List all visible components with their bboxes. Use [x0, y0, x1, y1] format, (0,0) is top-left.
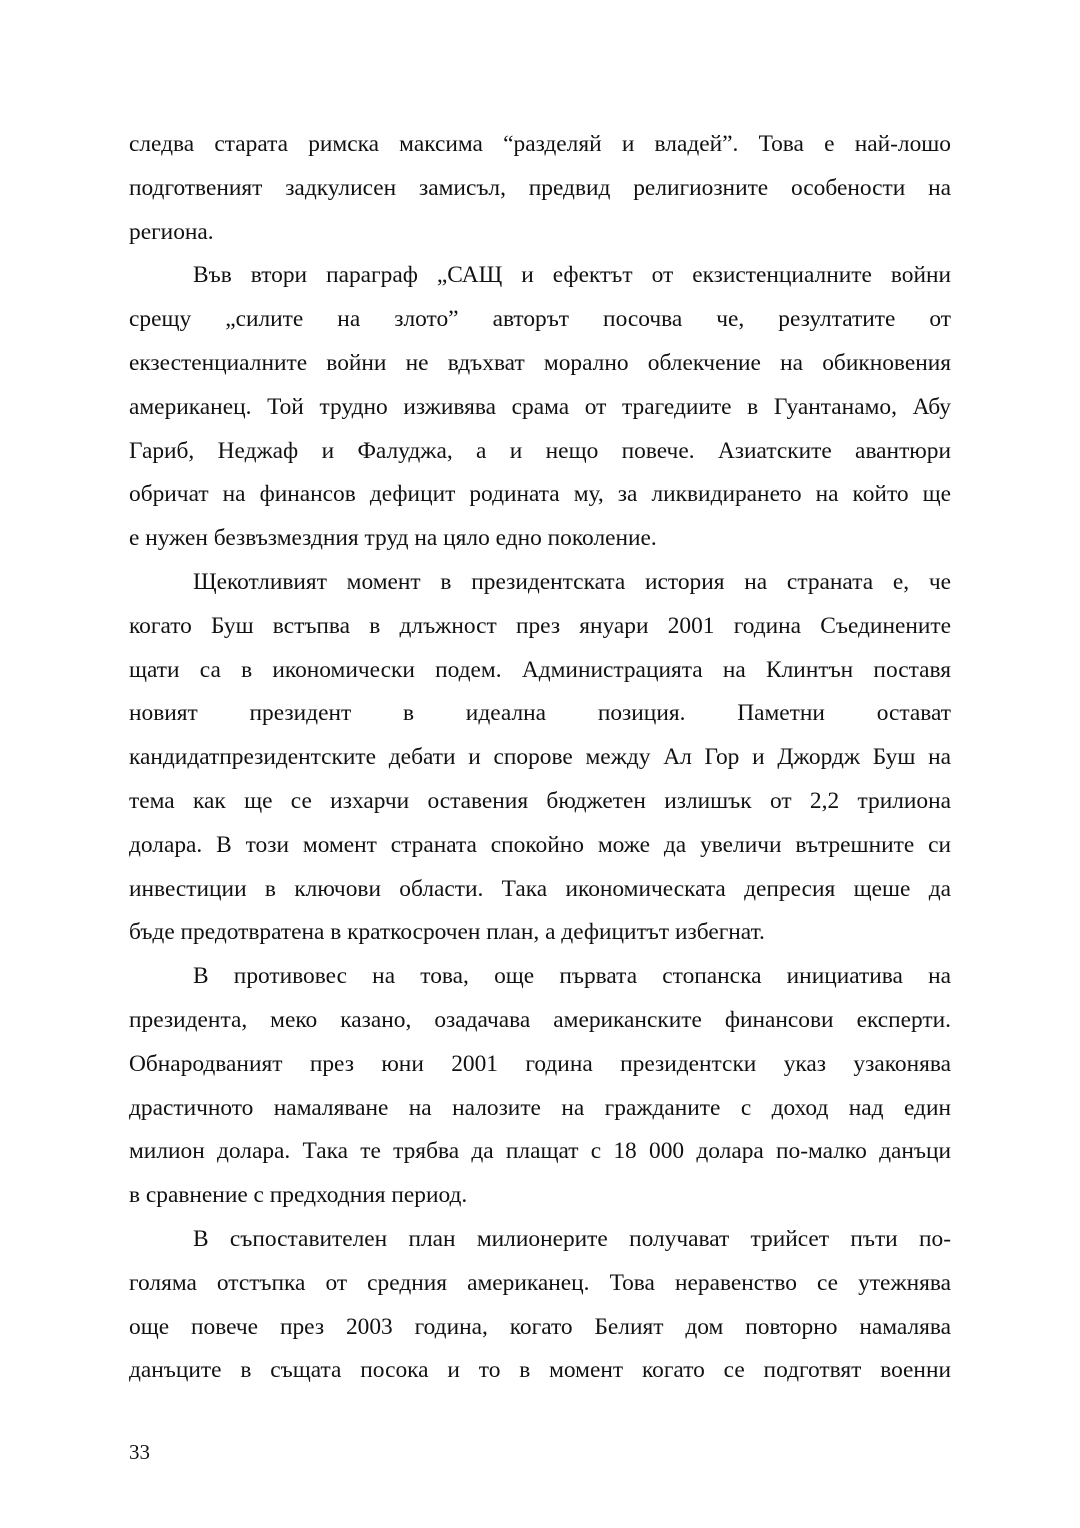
text-line: региона. [129, 218, 214, 245]
text-line: данъците в същата посока и то в момент когато се подготвят военни [129, 1357, 951, 1384]
text-line: в сравнение с предходния период. [129, 1182, 468, 1209]
text-line: бъде предотвратена в краткосрочен план, а дефицитът избегнат. [129, 919, 765, 946]
text-line: следва старата римска максима “разделяй и владей”. Това е най-лошо [129, 131, 951, 157]
text-line: срещу „силите на злото” авторът посочва че, резултатите от [129, 306, 951, 333]
text-line: Гариб, Неджаф и Фалуджа, а и нещо повече. Азиатските авантюри [129, 437, 951, 464]
page-number: 33 [129, 1440, 150, 1464]
text-line: Във втори параграф „САЩ и ефектът от екзистенциалните войни [193, 262, 951, 289]
text-line: щати са в икономически подем. Администрацията на Клинтън поставя [129, 656, 951, 683]
text-line: инвестиции в ключови области. Така икономическата депресия щеше да [129, 875, 951, 902]
text-line: когато Буш встъпва в длъжност през януари 2001 година Съединените [129, 612, 951, 639]
text-line: обричат на финансов дефицит родината му, за ликвидирането на който ще [129, 481, 951, 508]
text-line: американец. Той трудно изживява срама от трагедиите в Гуантанамо, Абу [129, 393, 951, 420]
text-line: Щекотливият момент в президентската история на страната е, че [193, 568, 951, 595]
text-line: Обнародваният през юни 2001 година президентски указ узаконява [129, 1050, 951, 1077]
text-line: долара. В този момент страната спокойно може да увеличи вътрешните си [129, 831, 951, 858]
text-line: подготвеният задкулисен замисъл, предвид религиозните особености на [129, 174, 951, 201]
text-line: милион долара. Така те трябва да плащат с 18 000 долара по-малко данъци [129, 1138, 951, 1165]
text-line: е нужен безвъзмездния труд на цяло едно поколение. [129, 525, 657, 552]
text-line: голяма отстъпка от средния американец. Това неравенство се утежнява [129, 1269, 951, 1296]
text-line: тема как ще се изхарчи оставения бюджетен излишък от 2,2 трилиона [129, 787, 951, 814]
text-line: драстичното намаляване на налозите на гражданите с доход над един [129, 1094, 951, 1121]
text-line: В съпоставителен план милионерите получават трийсет пъти по- [193, 1225, 951, 1252]
text-line: новият президент в идеална позиция. Паметни остават [129, 700, 951, 727]
text-line: В противовес на това, още първата стопанска инициатива на [193, 963, 951, 990]
page-body [129, 123, 951, 1393]
text-line: екзестенциалните войни не вдъхват морално облекчение на обикновения [129, 349, 951, 376]
text-line: президента, меко казано, озадачава американските финансови експерти. [129, 1006, 951, 1033]
text-line: още повече през 2003 година, когато Белият дом повторно намалява [129, 1313, 951, 1340]
text-line: кандидатпрезидентските дебати и спорове между Ал Гор и Джордж Буш на [129, 744, 951, 771]
